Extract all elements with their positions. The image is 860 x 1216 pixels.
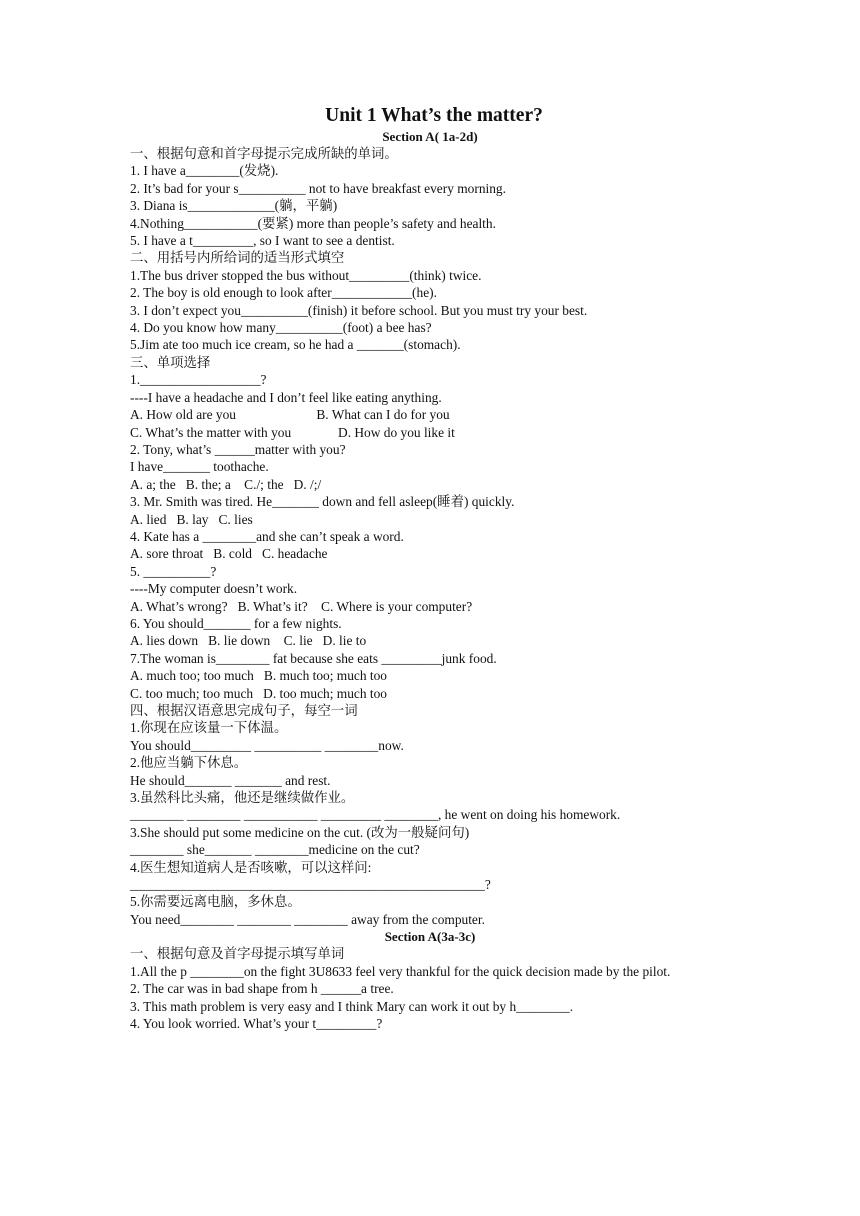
part4-item: ________ she_______ ________medicine on the cut? — [130, 842, 420, 858]
part4-item: 1.你现在应该量一下体温。 — [130, 720, 288, 736]
part1-heading: 一、根据句意和首字母提示完成所缺的单词。 — [130, 146, 398, 161]
part3-item: A. What’s wrong? B. What’s it? C. Where is your computer? — [130, 598, 473, 614]
part4-item: 2.他应当躺下休息。 — [130, 755, 248, 771]
part3-item: 7.The woman is________ fat because she eats _________junk food. — [130, 650, 497, 666]
part4-item: 3.虽然科比头痛，他还是继续做作业。 — [130, 790, 355, 806]
part1-item: 3. Diana is_____________(躺，平躺) — [130, 198, 338, 214]
section-a2-item: 3. This math problem is very easy and I think Mary can work it out by h________. — [130, 998, 574, 1014]
part3-item: 4. Kate has a ________and she can’t speak a word. — [130, 528, 404, 544]
part4-item: You should_________ __________ ________now. — [130, 737, 404, 753]
part3-item: A. How old are you B. What can I do for you — [130, 407, 450, 423]
part4-item: You need________ ________ ________ away from the computer. — [130, 911, 485, 927]
part2-item: 1.The bus driver stopped the bus without_________(think) twice. — [130, 267, 482, 283]
part3-item: A. a; the B. the; a C./; the D. /;/ — [130, 476, 322, 492]
part4-item: 4.医生想知道病人是否咳嗽，可以这样问: — [130, 859, 372, 875]
part3-item: C. What’s the matter with you D. How do you like it — [130, 424, 455, 440]
section-a2-subtitle: Section A(3a-3c) — [384, 929, 476, 945]
part3-item: I have_______ toothache. — [130, 459, 269, 475]
section-a2-heading: 一、根据句意及首字母提示填写单词 — [130, 946, 345, 962]
part4-heading: 四、根据汉语意思完成句子，每空一词 — [130, 703, 358, 718]
part2-item: 3. I don’t expect you__________(finish) it before school. But you must try your best. — [130, 302, 588, 318]
part3-item: A. lied B. lay C. lies — [130, 511, 253, 527]
part3-item: C. too much; too much D. too much; much too — [130, 685, 388, 701]
part4-item: 5.你需要远离电脑，多休息。 — [130, 894, 301, 910]
part2-item: 2. The boy is old enough to look after____________(he). — [130, 285, 437, 301]
part3-item: 1.__________________? — [130, 372, 267, 388]
part3-item: 3. Mr. Smith was tired. He_______ down and fell asleep(睡着) quickly. — [130, 494, 515, 510]
part1-item: 1. I have a________(发烧). — [130, 163, 279, 179]
part3-item: A. sore throat B. cold C. headache — [130, 546, 328, 562]
part3-item: 2. Tony, what’s ______matter with you? — [130, 441, 346, 457]
part4-item: _____________________________________________________? — [130, 877, 491, 893]
part2-item: 5.Jim ate too much ice cream, so he had a _______(stomach). — [130, 337, 461, 353]
section-a2-item: 4. You look worried. What’s your t_________? — [130, 1015, 383, 1031]
part3-item: A. much too; too much B. much too; much too — [130, 668, 388, 684]
part3-item: A. lies down B. lie down C. lie D. lie to — [130, 633, 367, 649]
part4-item: He should_______ _______ and rest. — [130, 772, 331, 788]
worksheet — [130, 104, 730, 1032]
part4-item: 3.She should put some medicine on the cut. (改为一般疑问句) — [130, 824, 470, 840]
part4-item: ________ ________ ___________ _________ ________, he went on doing his homework. — [130, 807, 621, 823]
part2-item: 4. Do you know how many__________(foot) a bee has? — [130, 320, 432, 336]
page-title: Unit 1 What’s the matter? — [325, 105, 543, 126]
part3-item: ----My computer doesn’t work. — [130, 581, 298, 597]
section-a2-item: 2. The car was in bad shape from h ______a tree. — [130, 981, 394, 997]
part1-item: 4.Nothing___________(要紧) more than people’s safety and health. — [130, 215, 496, 231]
part1-item: 5. I have a t_________, so I want to see a dentist. — [130, 233, 395, 249]
part3-item: 5. __________? — [130, 563, 217, 579]
part3-item: ----I have a headache and I don’t feel like eating anything. — [130, 389, 442, 405]
part3-item: 6. You should_______ for a few nights. — [130, 615, 342, 631]
part2-heading: 二、用括号内所给词的适当形式填空 — [130, 250, 345, 266]
part3-heading: 三、单项选择 — [130, 354, 211, 370]
section-a1-subtitle: Section A( 1a-2d) — [382, 129, 478, 144]
part1-item: 2. It’s bad for your s__________ not to have breakfast every morning. — [130, 180, 506, 196]
section-a2-item: 1.All the p ________on the fight 3U8633 feel very thankful for the quick decision made by the pilot. — [130, 963, 671, 979]
